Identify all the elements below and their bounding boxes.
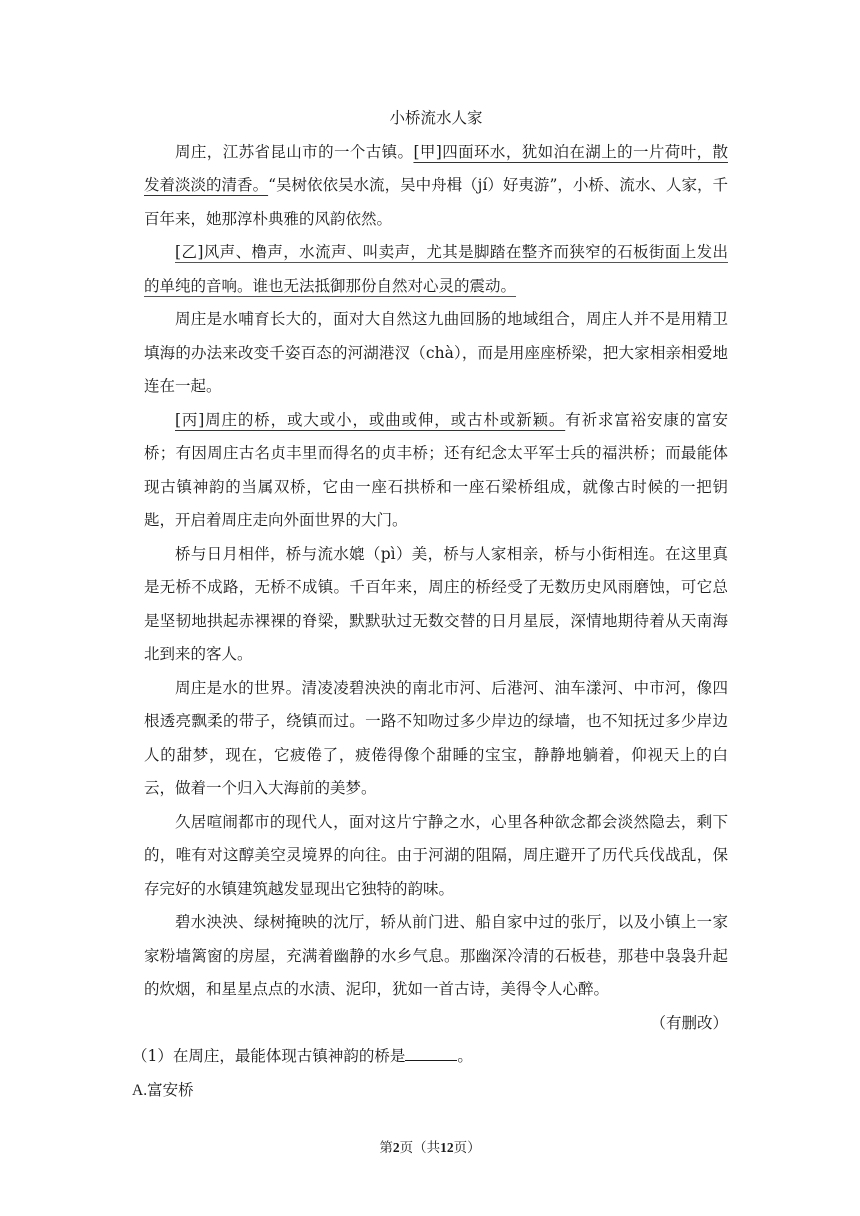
question-1-text: （1）在周庄，最能体现古镇神韵的桥是 [132, 1047, 406, 1065]
paragraph-4 [144, 404, 728, 538]
footer-page-number: 2 [392, 1140, 400, 1155]
paragraph-3: 周庄是水哺育长大的，面对大自然这九曲回肠的地域组合，周庄人并不是用精卫填海的办法来改变千姿百态的河湖港汊（chà），而是用座座桥梁，把大家相亲相爱地连在一起。 [144, 310, 728, 395]
question-1 [132, 1040, 728, 1074]
footer-middle: 页（共 [399, 1140, 441, 1156]
footer-prefix: 第 [379, 1140, 393, 1156]
page-footer [0, 1136, 860, 1156]
question-1-end: 。 [457, 1047, 473, 1065]
paragraph-4-rest: 有祈求富裕安康的富安桥；有因周庄古名贞丰里而得名的贞丰桥；还有纪念太平军士兵的福洪桥；而最能体现古镇神韵的当属双桥，它由一座石拱桥和一座石梁桥组成，就像古时候的一把钥匙，开启着周庄走向外面世界的大门。 [144, 410, 728, 529]
paragraph-8: 碧水泱泱、绿树掩映的沈厅，轿从前门进、船自家中过的张厅，以及小镇上一家家粉墙篱窗的房屋，充满着幽静的水乡气息。那幽深冷清的石板巷，那巷中袅袅升起的炊烟，和星星点点的水渍、泥印，犹如一首古诗，美得令人心醉。 [144, 913, 728, 998]
paragraph-2 [144, 236, 728, 303]
article-body [132, 102, 728, 1107]
paragraph-5: 桥与日月相伴，桥与流水媲（pì）美，桥与人家相亲，桥与小街相连。在这里真是无桥不成路，无桥不成镇。千百年来，周庄的桥经受了无数历史风雨磨蚀，可它总是坚韧地拱起赤裸裸的脊梁，默默驮过无数交替的日月星辰，深情地期待着从天南海北到来的客人。 [144, 544, 728, 663]
paragraph-7: 久居喧闹都市的现代人，面对这片宁静之水，心里各种欲念都会淡然隐去，剩下的，唯有对这醇美空灵境界的向往。由于河湖的阻隔，周庄避开了历代兵伐战乱，保存完好的水镇建筑越发显现出它独特的韵味。 [144, 812, 728, 898]
underlined-sentence-bing: [丙]周庄的桥，或大或小，或曲或伸，或古朴或新颖。 [175, 410, 566, 429]
article-title: 小桥流水人家 [389, 109, 483, 127]
source-note: （有删改） [650, 1013, 728, 1032]
option-a[interactable]: A.富安桥 [132, 1081, 194, 1099]
underlined-sentence-yi: [乙]风声、橹声，水流声、叫卖声，尤其是脚踏在整齐而狭窄的石板街面上发出的单纯的音响。谁也无法抵御那份自然对心灵的震动。 [144, 243, 728, 295]
footer-total-pages: 12 [440, 1140, 454, 1155]
answer-blank[interactable] [405, 1042, 457, 1061]
underlined-sentence-jia: [甲]四面环水，犹如泊在湖上的一片荷叶，散发着淡淡的清香。 [144, 142, 728, 194]
paragraph-1-lead: 周庄，江苏省昆山市的一个古镇。 [175, 142, 414, 161]
footer-suffix: 页） [453, 1140, 481, 1156]
paragraph-1-rest: “吴树依依吴水流，吴中舟楫（jí）好夷游”，小桥、流水、人家，千百年来，她那淳朴典雅的风韵依然。 [144, 176, 728, 228]
paragraph-1 [144, 136, 728, 237]
paragraph-6: 周庄是水的世界。清凌凌碧泱泱的南北市河、后港河、油车漾河、中市河，像四根透亮飘柔的带子，绕镇而过。一路不知吻过多少岸边的绿墙，也不知抚过多少岸边人的甜梦，现在，它疲倦了，疲倦得像个甜睡的宝宝，静静地躺着，仰视天上的白云，做着一个归入大海前的美梦。 [144, 678, 728, 797]
